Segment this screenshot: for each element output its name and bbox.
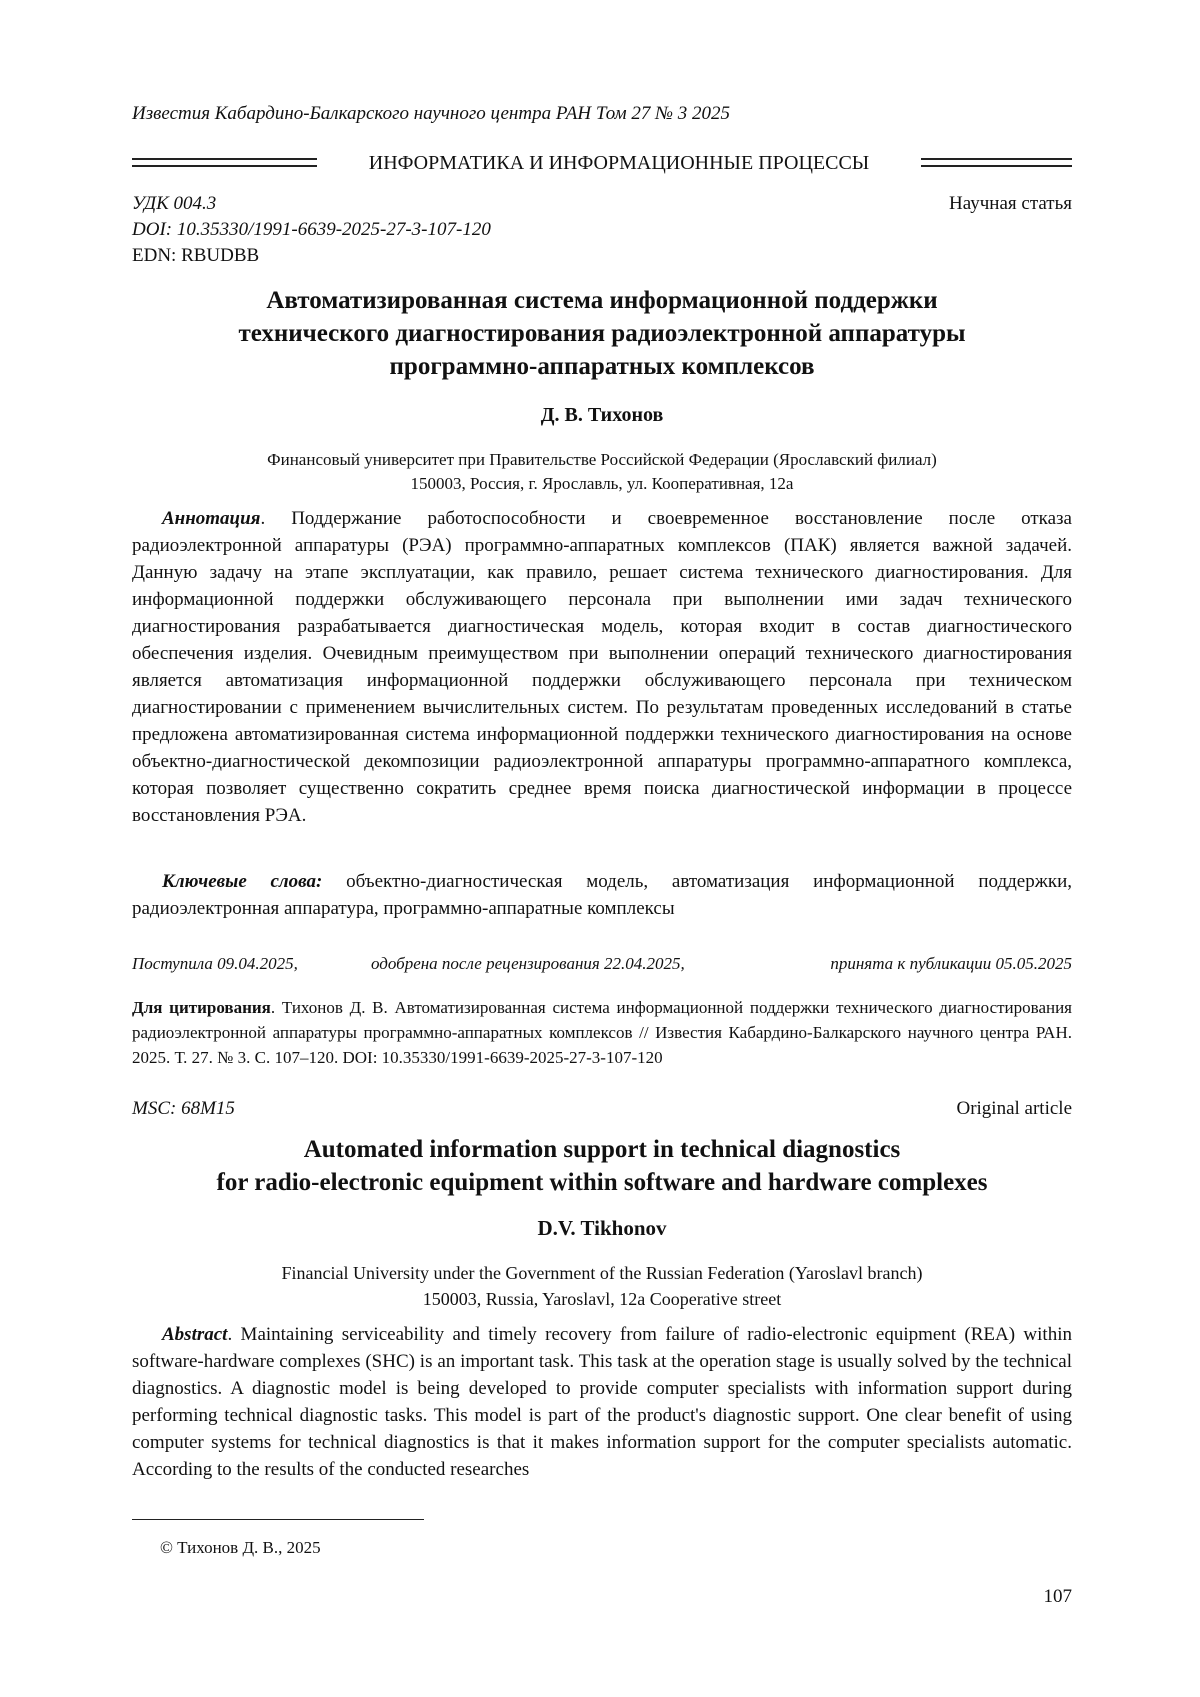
article-type-ru: Научная статья: [949, 193, 1072, 215]
affiliation-line: Финансовый университет при Правительстве Российской Федерации (Ярославский филиал): [132, 448, 1072, 472]
affiliation-en: [132, 1260, 1072, 1312]
section-title: ИНФОРМАТИКА И ИНФОРМАЦИОННЫЕ ПРОЦЕССЫ: [325, 152, 913, 175]
affiliation-line: Financial University under the Government of the Russian Federation (Yaroslavl branch): [132, 1260, 1072, 1286]
article-type-en: Original article: [956, 1098, 1072, 1120]
abstract-ru: [132, 505, 1072, 829]
affiliation-line: 150003, Россия, г. Ярославль, ул. Кооперативная, 12а: [132, 472, 1072, 496]
affiliation-line: 150003, Russia, Yaroslavl, 12a Cooperative street: [132, 1286, 1072, 1312]
banner-rule-right: [921, 158, 1072, 170]
abstract-en: [132, 1321, 1072, 1483]
page-number: 107: [1044, 1586, 1073, 1608]
title-ru-line: программно-аппаратных комплексов: [132, 350, 1072, 383]
keywords-ru: [132, 868, 1072, 922]
msc-code: MSC: 68M15: [132, 1098, 235, 1120]
journal-header: Известия Кабардино-Балкарского научного центра РАН Том 27 № 3 2025: [132, 103, 730, 125]
footnote-rule: [132, 1519, 424, 1520]
title-en-line: for radio-electronic equipment within software and hardware complexes: [132, 1166, 1072, 1199]
edn: EDN: RBUDBB: [132, 245, 259, 267]
date-accepted: принята к публикации 05.05.2025: [830, 954, 1072, 974]
abstract-label: Аннотация: [162, 508, 260, 529]
keywords-label: Ключевые слова:: [162, 871, 322, 892]
citation-label: Для цитирования: [132, 998, 271, 1017]
author-ru: Д. В. Тихонов: [132, 404, 1072, 427]
date-approved: одобрена после рецензирования 22.04.2025,: [371, 954, 685, 974]
banner-rule-left: [132, 158, 317, 170]
date-received: Поступила 09.04.2025,: [132, 954, 298, 974]
udk-code: УДК 004.3: [132, 193, 216, 215]
doi: DOI: 10.35330/1991-6639-2025-27-3-107-120: [132, 219, 491, 241]
citation: [132, 995, 1072, 1070]
title-en-line: Automated information support in technical diagnostics: [132, 1133, 1072, 1166]
article-page: [0, 0, 1200, 1697]
abstract-label: Abstract: [162, 1324, 227, 1345]
title-ru-line: технического диагностирования радиоэлектронной аппаратуры: [132, 317, 1072, 350]
section-banner: [132, 152, 1072, 178]
copyright-note: © Тихонов Д. В., 2025: [160, 1538, 321, 1558]
abstract-text: . Maintaining serviceability and timely recovery from failure of radio-electronic equipment (REA) within software-hardware complexes (SHC) is an important task. This task at the operation stage is usually solved by the technical diagnostics. A diagnostic model is being developed to provide computer specialists with information support during performing technical diagnostic tasks. This model is part of the product's diagnostic support. One clear benefit of using computer systems for technical diagnostics is that it makes information support for the computer specialists automatic. According to the results of the conducted researches: [132, 1324, 1072, 1480]
author-en: D.V. Tikhonov: [132, 1216, 1072, 1241]
keywords-text: объектно-диагностическая модель, автоматизация информационной поддержки, радиоэлектронная аппаратура, программно-аппаратные комплексы: [132, 871, 1072, 919]
title-ru: [132, 284, 1072, 383]
affiliation-ru: [132, 448, 1072, 496]
abstract-text: . Поддержание работоспособности и своевременное восстановление после отказа радиоэлектронной аппаратуры (РЭА) программно-аппаратных комплексов (ПАК) является важной задачей. Данную задачу на этапе эксплуатации, как правило, решает система технического диагностирования. Для информационной поддержки обслуживающего персонала при выполнении ими задач технического диагностирования разрабатывается диагностическая модель, которая входит в состав диагностического обеспечения изделия. Очевидным преимуществом при выполнении операций технического диагностирования является автоматизация информационной поддержки обслуживающего персонала при техническом диагностировании с применением вычислительных систем. По результатам проведенных исследований в статье предложена автоматизированная система информационной поддержки технического диагностирования на основе объектно-диагностической декомпозиции радиоэлектронной аппаратуры программно-аппаратного комплекса, которая позволяет существенно сократить среднее время поиска диагностической информации в процессе восстановления РЭА.: [132, 508, 1072, 826]
citation-text: . Тихонов Д. В. Автоматизированная система информационной поддержки технического диагностирования радиоэлектронной аппаратуры программно-аппаратных комплексов // Известия Кабардино-Балкарского научного центра РАН. 2025. Т. 27. № 3. С. 107–120. DOI: 10.35330/1991-6639-2025-27-3-107-120: [132, 998, 1072, 1067]
title-en: [132, 1133, 1072, 1199]
title-ru-line: Автоматизированная система информационной поддержки: [132, 284, 1072, 317]
